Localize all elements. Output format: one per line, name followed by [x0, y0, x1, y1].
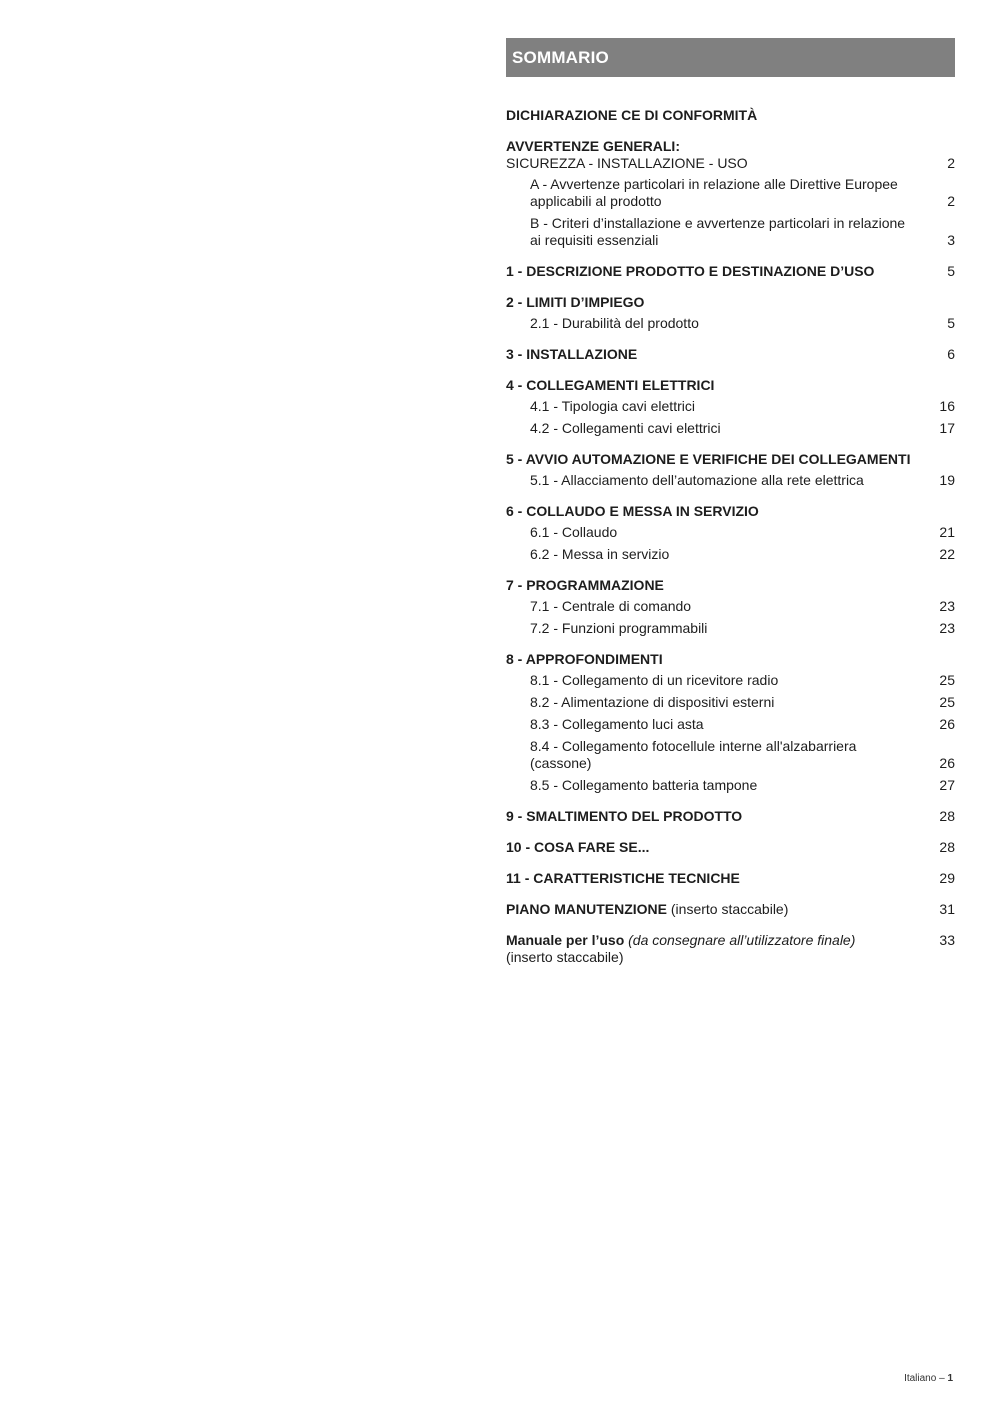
toc-item-label: 8.3 - Collegamento luci asta [530, 716, 704, 732]
toc-section-1 [506, 263, 955, 280]
toc-section-title[interactable]: 8 - APPROFONDIMENTI [506, 651, 663, 667]
toc-section-title: Manuale per l’uso [506, 932, 625, 948]
toc-section-10 [506, 839, 955, 856]
toc-page-number: 16 [939, 398, 955, 414]
toc-section-9 [506, 808, 955, 825]
toc-section-declaration [506, 107, 955, 124]
toc-item-label: 6.2 - Messa in servizio [530, 546, 670, 562]
toc-page-number: 26 [939, 716, 955, 732]
toc-section-5 [506, 451, 955, 489]
toc-section-title[interactable]: 1 - DESCRIZIONE PRODOTTO E DESTINAZIONE D’USO [506, 263, 875, 279]
toc-item-label: 7.1 - Centrale di comando [530, 598, 692, 614]
toc-item[interactable] [506, 598, 955, 615]
toc-item[interactable] [506, 777, 955, 794]
toc-section-warnings [506, 138, 955, 249]
toc-item-label: 2.1 - Durabilità del prodotto [530, 315, 699, 331]
toc-item[interactable] [506, 398, 955, 415]
toc-item-label: 8.2 - Alimentazione di dispositivi esterni [530, 694, 775, 710]
toc-item-label: 8.4 - Collegamento fotocellule interne all'alzabarriera (cassone) [530, 738, 857, 771]
toc-item-label: 8.1 - Collegamento di un ricevitore radio [530, 672, 779, 688]
toc-section-4 [506, 377, 955, 437]
toc-section-11 [506, 870, 955, 887]
toc-section-title[interactable]: 2 - LIMITI D’IMPIEGO [506, 294, 645, 310]
toc-page-number: 22 [939, 546, 955, 562]
toc-header: SOMMARIO [506, 38, 955, 77]
toc-item-label: B - Criteri d’installazione e avvertenze particolari in relazione ai requisiti essenziali [530, 215, 906, 248]
toc-page-number: 21 [939, 524, 955, 540]
toc-page-number: 33 [939, 932, 955, 948]
toc-page-number: 28 [939, 808, 955, 824]
toc-page-number: 25 [939, 694, 955, 710]
toc-page-number: 29 [939, 870, 955, 886]
toc-page-number: 17 [939, 420, 955, 436]
toc-page-number: 25 [939, 672, 955, 688]
toc-page-number: 28 [939, 839, 955, 855]
toc-item[interactable] [506, 524, 955, 541]
toc-page-number: 2 [947, 193, 955, 209]
toc-item-label: 8.5 - Collegamento batteria tampone [530, 777, 758, 793]
toc-section-user-manual [506, 932, 955, 966]
toc-page-number: 19 [939, 472, 955, 488]
toc-section-2 [506, 294, 955, 332]
toc-section-subtitle[interactable]: SICUREZZA - INSTALLAZIONE - USO [506, 155, 748, 171]
toc-section-title: PIANO MANUTENZIONE [506, 901, 667, 917]
toc-section-note: (inserto staccabile) [506, 949, 624, 965]
toc-page-number: 5 [947, 263, 955, 279]
toc-section-note: (inserto staccabile) [667, 901, 789, 917]
toc-section-title[interactable]: 9 - SMALTIMENTO DEL PRODOTTO [506, 808, 743, 824]
toc-section-title[interactable]: 10 - COSA FARE SE... [506, 839, 650, 855]
toc-item[interactable] [506, 694, 955, 711]
toc-section-6 [506, 503, 955, 563]
toc-item[interactable] [506, 620, 955, 637]
toc-page-number: 26 [939, 755, 955, 771]
toc-item[interactable] [506, 472, 955, 489]
toc-section-maintenance [506, 901, 955, 918]
toc-page-number: 5 [947, 315, 955, 331]
toc-section-title[interactable]: 11 - CARATTERISTICHE TECNICHE [506, 870, 740, 886]
toc-section-title[interactable]: 5 - AVVIO AUTOMAZIONE E VERIFICHE DEI COLLEGAMENTI [506, 451, 911, 467]
page-footer [904, 1373, 953, 1384]
toc-section-title[interactable]: 7 - PROGRAMMAZIONE [506, 577, 664, 593]
toc-section-note: (da consegnare all’utilizzatore finale) [624, 932, 856, 948]
toc-item[interactable] [506, 672, 955, 689]
toc-item-label: 7.2 - Funzioni programmabili [530, 620, 708, 636]
toc-page-number: 23 [939, 598, 955, 614]
toc-item-label: A - Avvertenze particolari in relazione alle Direttive Europee applicabili al prodotto [530, 176, 898, 209]
toc-section-title[interactable]: 3 - INSTALLAZIONE [506, 346, 638, 362]
toc-section-title[interactable]: 4 - COLLEGAMENTI ELETTRICI [506, 377, 715, 393]
toc-section-title[interactable]: AVVERTENZE GENERALI: [506, 138, 680, 154]
toc-item-label: 6.1 - Collaudo [530, 524, 618, 540]
toc-section-title[interactable]: 6 - COLLAUDO E MESSA IN SERVIZIO [506, 503, 759, 519]
table-of-contents [506, 38, 955, 966]
toc-page-number: 2 [947, 155, 955, 171]
toc-section-entry[interactable] [506, 932, 855, 949]
toc-page-number: 27 [939, 777, 955, 793]
toc-section-8 [506, 651, 955, 794]
toc-page-number: 31 [939, 901, 955, 917]
toc-item-label: 5.1 - Allacciamento dell’automazione alla rete elettrica [530, 472, 864, 488]
toc-item[interactable] [506, 215, 955, 249]
toc-item[interactable] [506, 738, 955, 772]
toc-item-label: 4.1 - Tipologia cavi elettrici [530, 398, 695, 414]
toc-page-number: 3 [947, 232, 955, 248]
toc-section-entry[interactable] [506, 901, 788, 918]
toc-item[interactable] [506, 546, 955, 563]
toc-item[interactable] [506, 315, 955, 332]
toc-section-3 [506, 346, 955, 363]
toc-item-label: 4.2 - Collegamenti cavi elettrici [530, 420, 721, 436]
toc-section-7 [506, 577, 955, 637]
toc-item[interactable] [506, 420, 955, 437]
footer-language: Italiano – [904, 1373, 948, 1384]
toc-item[interactable] [506, 176, 955, 210]
toc-page-number: 23 [939, 620, 955, 636]
footer-page-number: 1 [947, 1373, 953, 1384]
toc-page-number: 6 [947, 346, 955, 362]
toc-section-title[interactable]: DICHIARAZIONE CE DI CONFORMITÀ [506, 107, 758, 123]
toc-item[interactable] [506, 716, 955, 733]
